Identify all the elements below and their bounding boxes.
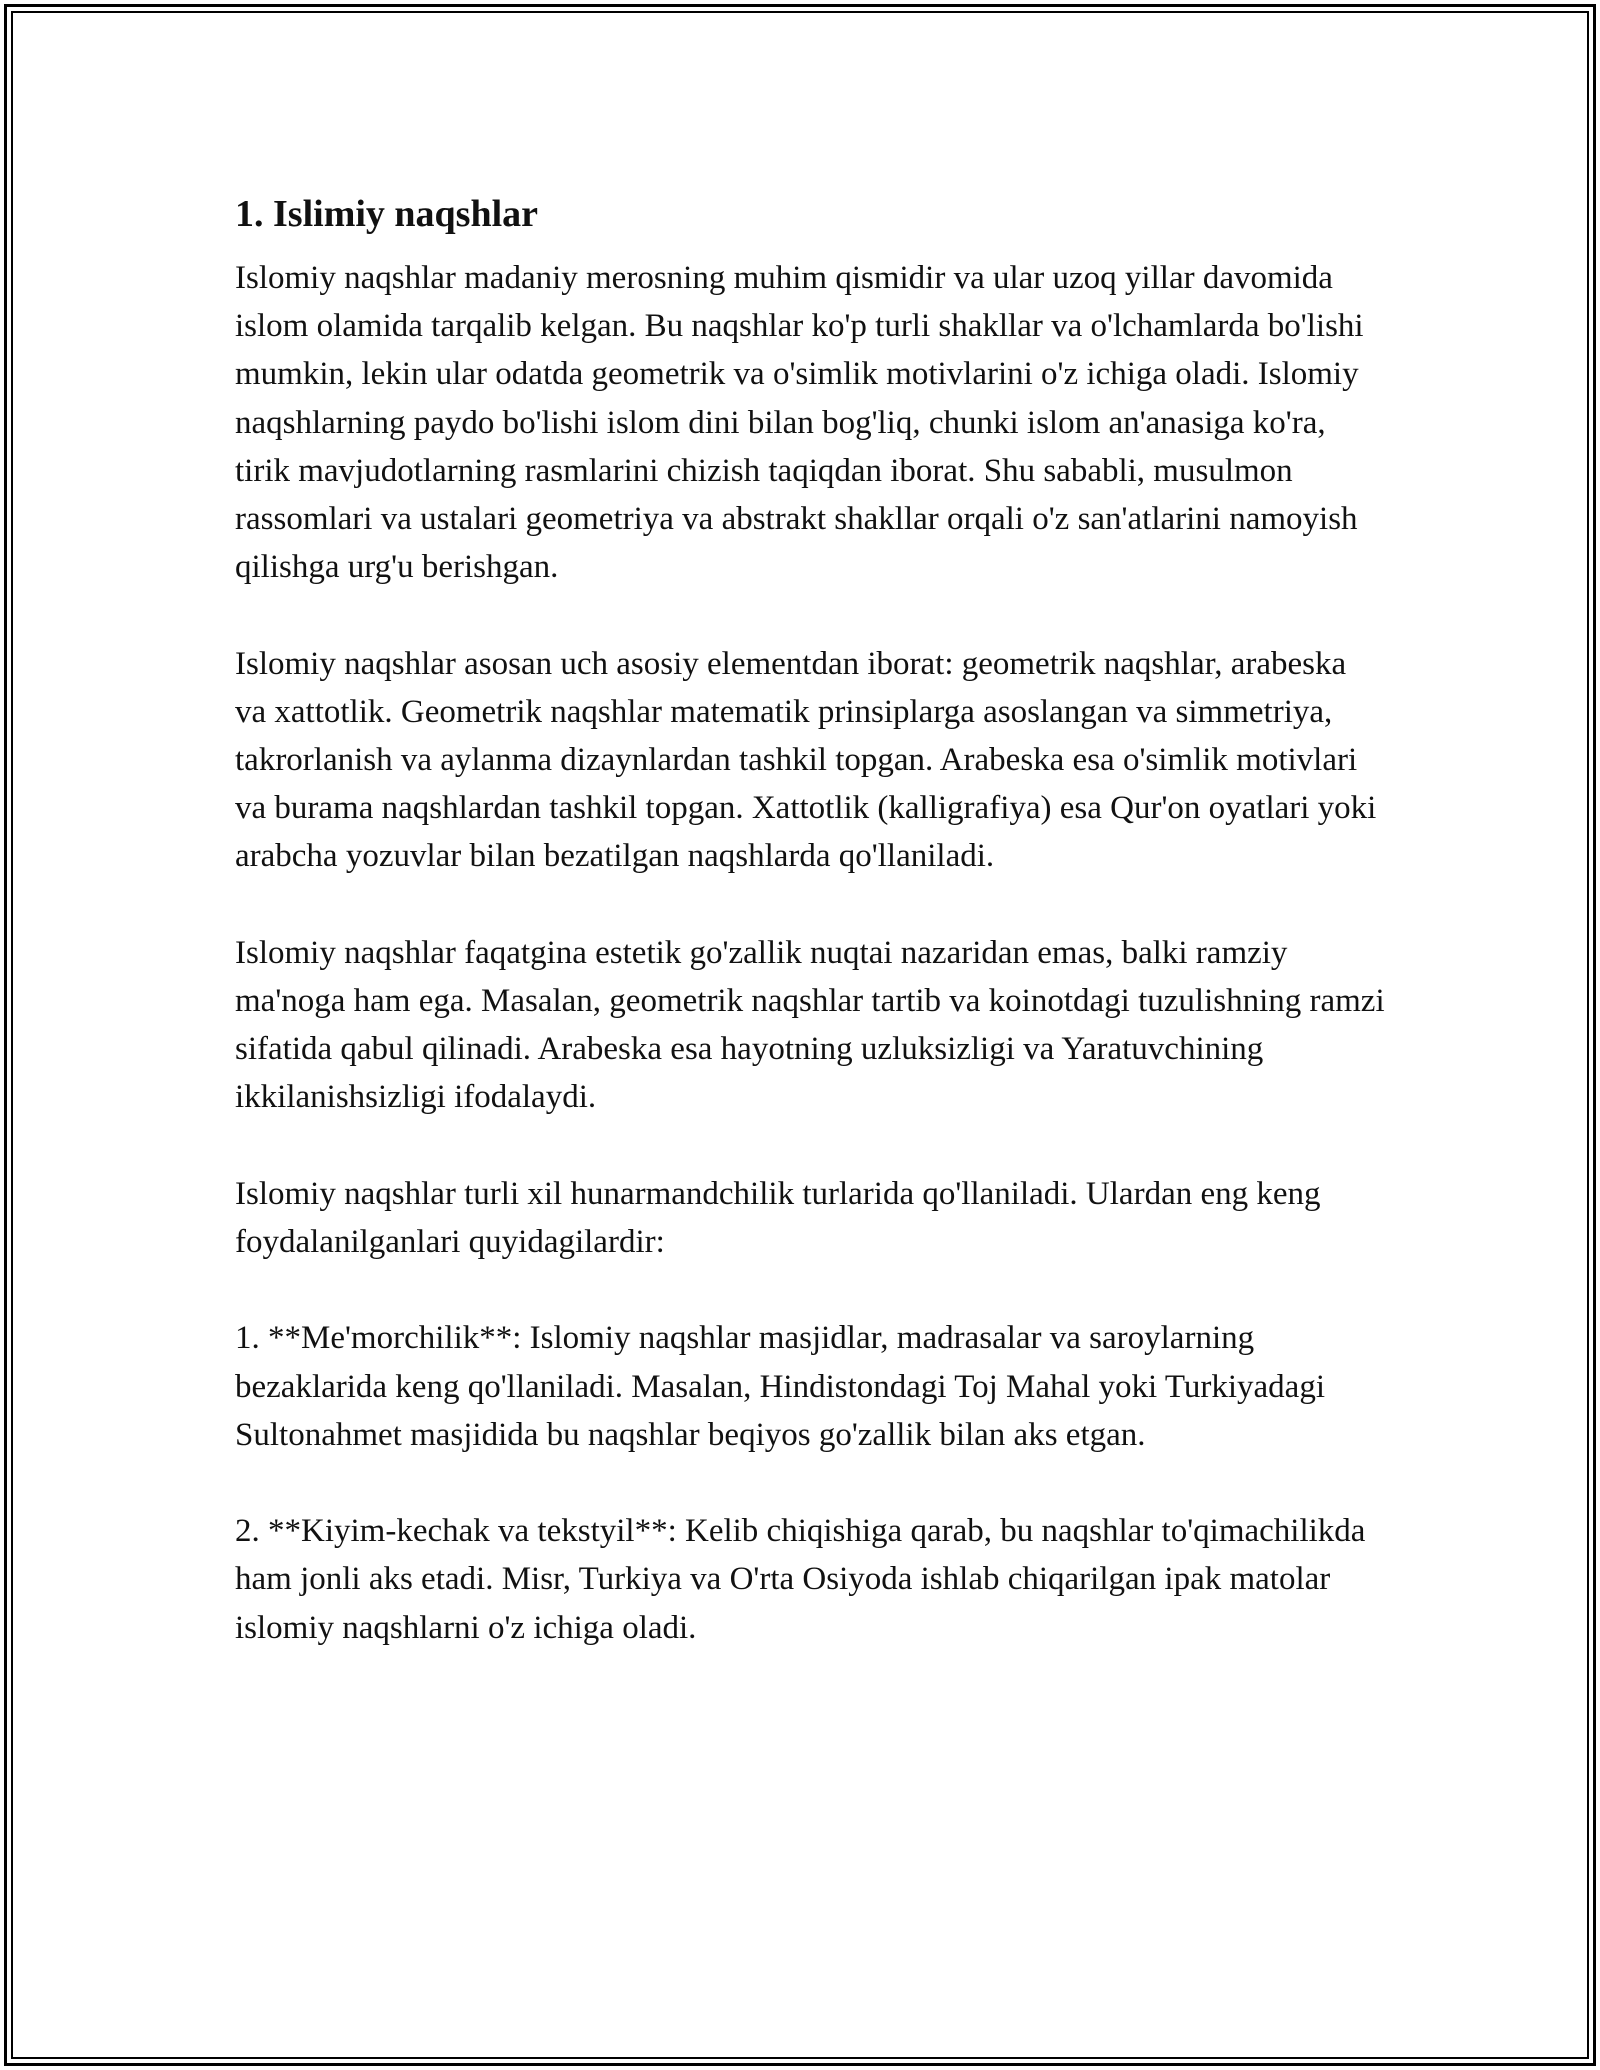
paragraph-symbolism: Islomiy naqshlar faqatgina estetik go'zallik nuqtai nazaridan emas, balki ramziy ma'noga ham ega. Masalan, geometrik naqshlar tartib va koinotdagi tuzulishning ramzi sifatida qabul qilinadi. Arabeska esa hayotning uzluksizligi va Yaratuvchining ikkilanishsizligi ifodalaydi.	[235, 934, 1385, 1116]
section-title: 1. Islimiy naqshlar	[235, 193, 539, 235]
paragraph-crafts-intro: Islomiy naqshlar turli xil hunarmandchilik turlarida qo'llaniladi. Ulardan eng keng foydalanilganlari quyidagilardir:	[235, 1175, 1321, 1261]
document-body	[235, 186, 1385, 1652]
paragraph-intro: Islomiy naqshlar madaniy merosning muhim qismidir va ular uzoq yillar davomida islom olamida tarqalib kelgan. Bu naqshlar ko'p turli shakllar va o'lchamlarda bo'lishi mumkin, lekin ular odatda geometrik va o'simlik motivlarini o'z ichiga oladi. Islomiy naqshlarning paydo bo'lishi islom dini bilan bog'liq, chunki islom an'anasiga ko'ra, tirik mavjudotlarning rasmlarini chizish taqiqdan iborat. Shu sababli, musulmon rassomlari va ustalari geometriya va abstrakt shakllar orqali o'z san'atlarini namoyish qilishga urg'u berishgan.	[235, 260, 1364, 586]
list-item-textile: 2. **Kiyim-kechak va tekstyil**: Kelib chiqishiga qarab, bu naqshlar to'qimachilikda ham jonli aks etadi. Misr, Turkiya va O'rta Osiyoda ishlab chiqarilgan ipak matolar islomiy naqshlarni o'z ichiga oladi.	[235, 1513, 1366, 1646]
paragraph-elements: Islomiy naqshlar asosan uch asosiy elementdan iborat: geometrik naqshlar, arabeska va xattotlik. Geometrik naqshlar matematik prinsiplarga asoslangan va simmetriya, takrorlanish va aylanma dizaynlardan tashkil topgan. Arabeska esa o'simlik motivlari va burama naqshlardan tashkil topgan. Xattotlik (kalligrafiya) esa Qur'on oyatlari yoki arabcha yozuvlar bilan bezatilgan naqshlarda qo'llaniladi.	[235, 645, 1377, 875]
list-item-architecture: 1. **Me'morchilik**: Islomiy naqshlar masjidlar, madrasalar va saroylarning bezaklarida keng qo'llaniladi. Masalan, Hindistondagi Toj Mahal yoki Turkiyadagi Sultonahmet masjidida bu naqshlar beqiyos go'zallik bilan aks etgan.	[235, 1320, 1325, 1453]
